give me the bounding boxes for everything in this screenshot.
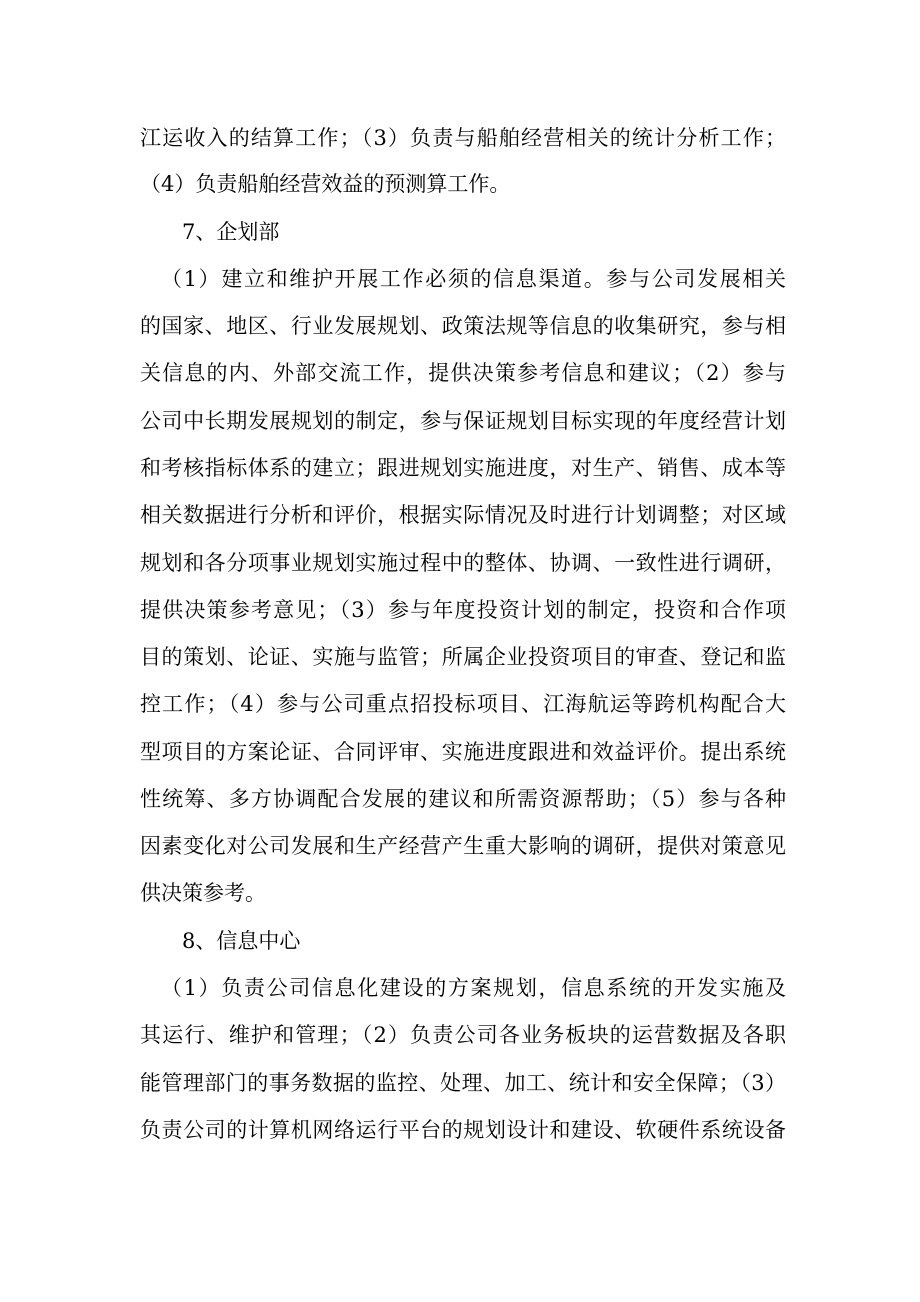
text-line: 供决策参考。 xyxy=(140,881,266,905)
section-heading: 7、企划部 xyxy=(182,220,280,244)
text-line: 江运收入的结算工作；（3）负责与船舶经营相关的统计分析工作； xyxy=(140,126,786,150)
text-line: 负责公司的计算机网络运行平台的规划设计和建设、软硬件系统设备 xyxy=(140,1118,786,1142)
text-line: 控工作；（4）参与公司重点招投标项目、江海航运等跨机构配合大 xyxy=(140,692,786,716)
text-line: 目的策划、论证、实施与监管；所属企业投资项目的审查、登记和监 xyxy=(140,645,786,669)
text-line: 因素变化对公司发展和生产经营产生重大影响的调研，提供对策意见 xyxy=(140,834,786,858)
text-line: 相关数据进行分析和评价，根据实际情况及时进行计划调整；对区域 xyxy=(140,503,786,527)
text-line: 的国家、地区、行业发展规划、政策法规等信息的收集研究，参与相 xyxy=(140,314,786,338)
text-line: 型项目的方案论证、合同评审、实施进度跟进和效益评价。提出系统 xyxy=(140,740,786,764)
text-line: 提供决策参考意见；（3）参与年度投资计划的制定，投资和合作项 xyxy=(140,598,786,622)
text-line: （1）负责公司信息化建设的方案规划，信息系统的开发实施及 xyxy=(161,976,786,1000)
text-line: 公司中长期发展规划的制定，参与保证规划目标实现的年度经营计划 xyxy=(140,409,786,433)
text-line: 关信息的内、外部交流工作，提供决策参考信息和建议；（2）参与 xyxy=(140,361,786,385)
text-line: （1）建立和维护开展工作必须的信息渠道。参与公司发展相关 xyxy=(161,267,786,291)
text-line: （4）负责船舶经营效益的预测算工作。 xyxy=(140,172,511,196)
text-line: 其运行、维护和管理；（2）负责公司各业务板块的运营数据及各职 xyxy=(140,1023,786,1047)
section-heading: 8、信息中心 xyxy=(182,929,301,953)
text-line: 和考核指标体系的建立；跟进规划实施进度，对生产、销售、成本等 xyxy=(140,456,786,480)
text-line: 规划和各分项事业规划实施过程中的整体、协调、一致性进行调研， xyxy=(140,551,786,575)
text-line: 性统筹、多方协调配合发展的建议和所需资源帮助；（5）参与各种 xyxy=(140,787,786,811)
text-line: 能管理部门的事务数据的监控、处理、加工、统计和安全保障；（3） xyxy=(140,1071,786,1095)
